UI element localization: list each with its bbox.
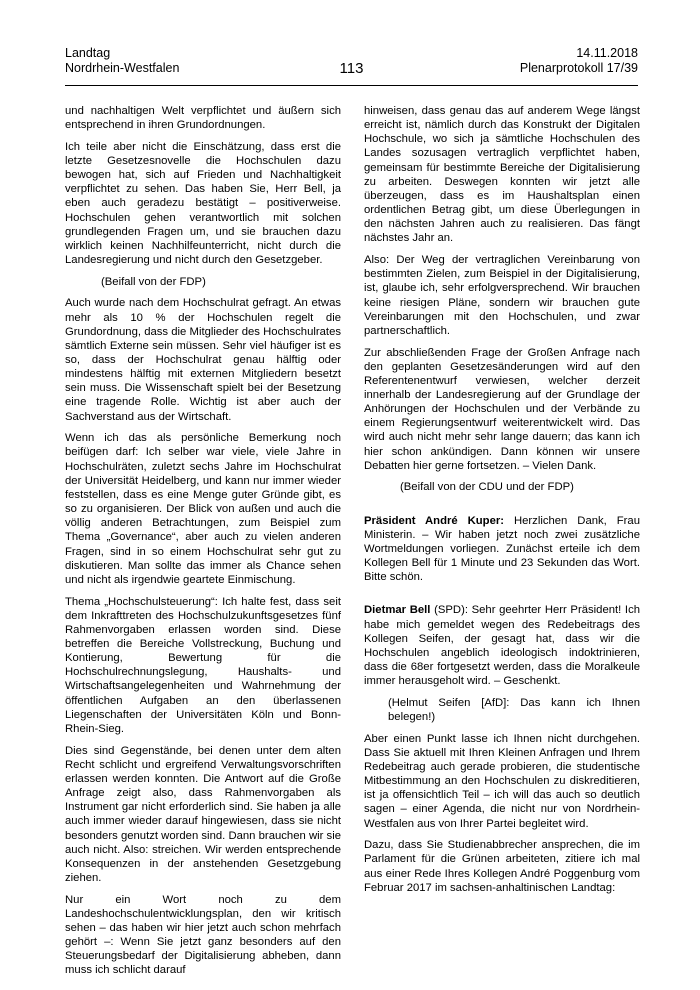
protocol-number: Plenarprotokoll 17/39	[519, 61, 638, 75]
paragraph: Zur abschließenden Frage der Großen Anfrage nach den geplanten Gesetzesänderungen wird auf den Referentenentwurf verwiesen, welcher derzeit innerhalb der Landesregierung auf der Grundlage der Anhörungen der Hochschulen und der Verbände zu einem Regierungsentwurf weiterentwickelt wird. Das wird auch nicht mehr sehr lange dauern; das kann ich hier schon ankündigen. Dann können wir unsere Debatten hier gerne fortsetzen. – Vielen Dank.	[364, 346, 640, 472]
header-right	[520, 46, 638, 76]
interjection: (Helmut Seifen [AfD]: Das kann ich Ihnen belegen!)	[388, 696, 640, 723]
paragraph: Also: Der Weg der vertraglichen Vereinbarung von bestimmten Zielen, zum Beispiel in der Digitalisierung, ist, glaube ich, sehr erfolgversprechend. Wir brauchen keine riesigen Pläne, sondern wir brauchen gute Vereinbarungen mit den Hochschulen, und zwar partnerschaftlich.	[364, 254, 640, 337]
page-number: 113	[339, 60, 364, 77]
paragraph: und nachhaltigen Welt verpflichtet und äußern sich entsprechend in ihren Grundordnungen.	[65, 105, 341, 132]
left-column	[65, 104, 341, 985]
speaker-name: Dietmar Bell	[364, 604, 431, 617]
applause-note: (Beifall von der CDU und der FDP)	[400, 481, 574, 494]
paragraph: Auch wurde nach dem Hochschulrat gefragt. An etwas mehr als 10 % der Hochschulen regelt die Grundordnung, dass die Mitglieder des Hochschulrates sämtlich Externe sein müssen. Sehr viel häufiger ist es so, dass der Hochschulrat genau hälftig oder mindestens hälftig mit externen Mitgliedern besetzt sein muss. Die Wissenschaft spielt bei der Besetzung eine tragende Rolle. Wichtig ist aber auch der Sachverstand aus der Wirtschaft.	[65, 297, 341, 423]
right-column	[364, 104, 640, 902]
speech-text: Herzlichen Dank, Frau Ministerin. – Wir haben jetzt noch zwei zusätzliche Wortmeldungen vorliegen. Zunächst erteile ich dem Kollegen Bell für 1 Minute und 23 Sekunden das Wort. Bitte schön.	[364, 514, 640, 584]
page-header	[65, 46, 638, 86]
paragraph: Aber einen Punkt lasse ich Ihnen nicht durchgehen. Dass Sie aktuell mit Ihren Kleinen Anfragen und Ihrem Redebeitrag auch gerade probieren, die studentische Mitbestimmung an den Hochschulen zu diskreditieren, ist ja offensichtlich Teil – ich will das auch so deutlich sagen – einer Agenda, die nicht nur von Nordrhein-Westfalen aus von Ihrer Partei begleitet wird.	[364, 732, 640, 830]
speech-text: (SPD): Sehr geehrter Herr Präsident! Ich habe mich gemeldet wegen des Redebeitrags des Kollegen Seifen, der gesagt hat, dass wir die Hochschulen angeblich ideologisch indoktrinieren, dass die 68er fortgesetzt werden, dass die Moralkeule immer herausgeholt wird. – Geschenkt.	[364, 604, 640, 688]
state-name: Nordrhein-Westfalen	[65, 61, 180, 75]
paragraph: Wenn ich das als persönliche Bemerkung noch beifügen darf: Ich selber war viele, viele Jahre in Hochschulräten, zuletzt sechs Jahre im Hochschulrat der Universität Heidelberg, und kann nur immer wieder feststellen, dass es eine Menge guter Gründe gibt, es so zu organisieren. Der Blick von außen und auch die völlig anderen Betrachtungen, zum Beispiel zum Thema „Governance“, aber auch zu vielen anderen Fragen, sind in so einem Hochschulrat sehr gut zu diskutieren. Man sollte das immer als Chance sehen und nicht als irgendwie geartete Einmischung.	[65, 432, 341, 586]
applause-note: (Beifall von der FDP)	[101, 275, 206, 288]
parliament-name: Landtag	[65, 46, 111, 60]
speaker-name: Präsident André Kuper:	[364, 514, 505, 527]
date: 14.11.2018	[576, 46, 638, 60]
paragraph: Nur ein Wort noch zu dem Landeshochschulentwicklungsplan, den wir kritisch sehen – das haben wir hier jetzt auch schon mehrfach gehört –: Wenn Sie jetzt ganz besonders auf den Steuerungsbedarf der Digitalisierung abheben, dann muss ich schlicht darauf	[65, 893, 341, 977]
paragraph: Dazu, dass Sie Studienabbrecher ansprechen, die im Parlament für die Grünen arbeiteten, zitiere ich mal aus einer Rede Ihres Kollegen André Poggenburg vom Februar 2017 im sachsen-anhaltinischen Landtag:	[364, 839, 640, 894]
paragraph: Dies sind Gegenstände, bei denen unter dem alten Recht schlicht und ergreifend Verwaltungsvorschriften erlassen werden konnten. Die Antwort auf die Große Anfrage zeigt also, dass Rahmenvorgaben als Instrument gar nicht erforderlich sind. Sie haben ja alle auch immer wieder darauf hingewiesen, dass sie nicht besonders genutzt worden sind. Dann brauchen wir sie auch nicht. Also: streichen. Wir werden entsprechende Konsequenzen in der anstehenden Gesetzgebung ziehen.	[65, 744, 341, 884]
paragraph: hinweisen, dass genau das auf anderem Wege längst erreicht ist, nämlich durch das Konstrukt der Digitalen Hochschule, wo sich ja sämtliche Hochschulen des Landes sozusagen vertraglich verpflichtet haben, gemeinsam für bestimmte Bereiche der Digitalisierung zu arbeiten. Deswegen konnten wir jetzt alle überzeugen, dass es im Haushaltsplan einen ordentlichen Betrag gibt, um diese Überlegungen in den nächsten Jahren auch zu realisieren. Das fängt nächstes Jahr an.	[364, 105, 640, 245]
header-divider	[65, 85, 638, 86]
paragraph: Ich teile aber nicht die Einschätzung, dass erst die letzte Gesetzesnovelle die Hochschulen dazu bewogen hat, sich auf Frieden und Nachhaltigkeit verpflichtet zu sehen. Das haben Sie, Herr Bell, ja eben auch geradezu bestätigt – positiverweise. Hochschulen gehen verantwortlich mit solchen grundlegenden Fragen um, und sie brauchen dazu wirklich keinen Nachhilfeunterricht, nicht durch die Landesregierung und nicht durch den Gesetzgeber.	[65, 140, 341, 267]
speech-president	[364, 514, 640, 585]
paragraph: Thema „Hochschulsteuerung“: Ich halte fest, dass seit dem Inkrafttreten des Hochschulzukunftsgesetzes fünf Rahmenvorgaben erlassen worden sind. Diese betreffen die Bereiche Vollstreckung, Buchung und Kontierung, Bewertung für die Hochschulrechnungslegung, Haushalts- und Wirtschaftsangelegenheiten und Wahrnehmung der öffentlichen Aufgaben an den überlassenen Liegenschaften der Universitäten Köln und Bonn-Rhein-Sieg.	[65, 595, 341, 735]
speech-bell	[364, 603, 640, 688]
